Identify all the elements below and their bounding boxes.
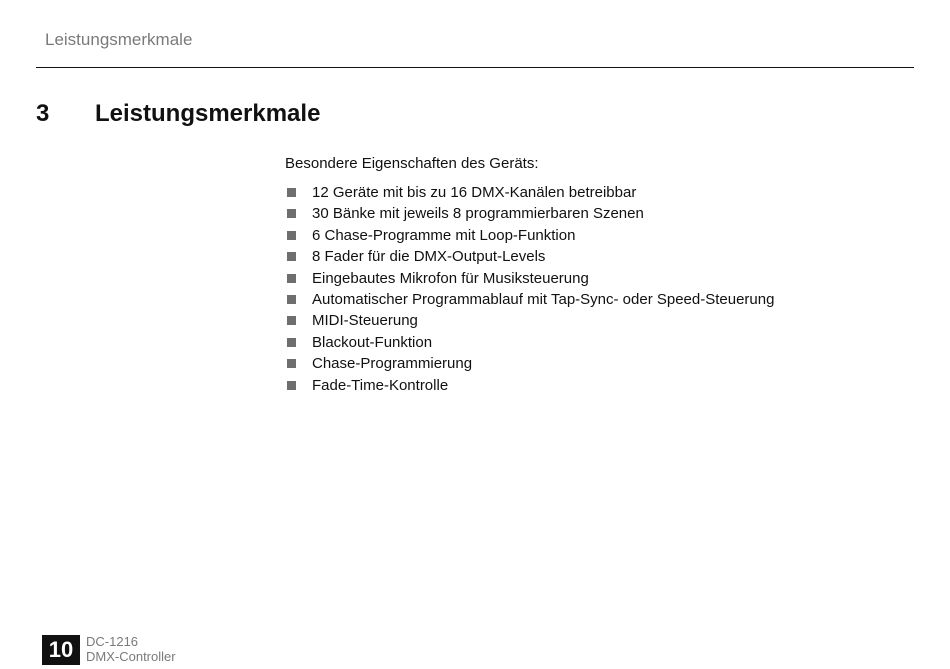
chapter-number: 3	[36, 100, 50, 127]
list-item-text: Eingebautes Mikrofon für Musiksteuerung	[312, 269, 589, 287]
list-item-text: 30 Bänke mit jeweils 8 programmierbaren Szenen	[312, 205, 644, 223]
list-item	[285, 375, 774, 396]
footer-product-name: DMX-Controller	[86, 649, 176, 664]
list-item-text: Chase-Programmierung	[312, 355, 473, 373]
list-item	[285, 310, 774, 331]
list-item-text: 6 Chase-Programme mit Loop-Funktion	[312, 226, 576, 244]
square-bullet-icon	[287, 295, 296, 304]
feature-list	[285, 182, 774, 396]
list-item-text: 12 Geräte mit bis zu 16 DMX-Kanälen betreibbar	[312, 184, 637, 201]
square-bullet-icon	[287, 274, 296, 283]
list-item	[285, 203, 774, 224]
list-item	[285, 268, 774, 289]
list-item	[285, 182, 774, 203]
list-item-text: Fade-Time-Kontrolle	[312, 376, 449, 394]
chapter-title: Leistungsmerkmale	[95, 100, 321, 127]
footer-model: DC-1216	[86, 634, 139, 649]
list-item	[285, 332, 774, 353]
page-number: 10	[42, 635, 80, 665]
list-item-text: Blackout-Funktion	[312, 333, 433, 351]
square-bullet-icon	[287, 316, 296, 325]
list-item	[285, 353, 774, 374]
square-bullet-icon	[287, 188, 296, 197]
square-bullet-icon	[287, 209, 296, 218]
running-header: Leistungsmerkmale	[45, 30, 193, 49]
square-bullet-icon	[287, 359, 296, 368]
list-item	[285, 225, 774, 246]
square-bullet-icon	[287, 381, 296, 390]
square-bullet-icon	[287, 338, 296, 347]
list-item-text: Automatischer Programmablauf mit Tap-Sync- oder Speed-Steuerung	[312, 290, 775, 308]
square-bullet-icon	[287, 252, 296, 261]
list-item-text: 8 Fader für die DMX-Output-Levels	[312, 248, 546, 266]
list-item-text: MIDI-Steuerung	[312, 312, 418, 330]
header-divider	[36, 67, 914, 68]
square-bullet-icon	[287, 231, 296, 240]
list-item	[285, 289, 774, 310]
intro-text: Besondere Eigenschaften des Geräts:	[285, 155, 539, 172]
list-item	[285, 246, 774, 267]
